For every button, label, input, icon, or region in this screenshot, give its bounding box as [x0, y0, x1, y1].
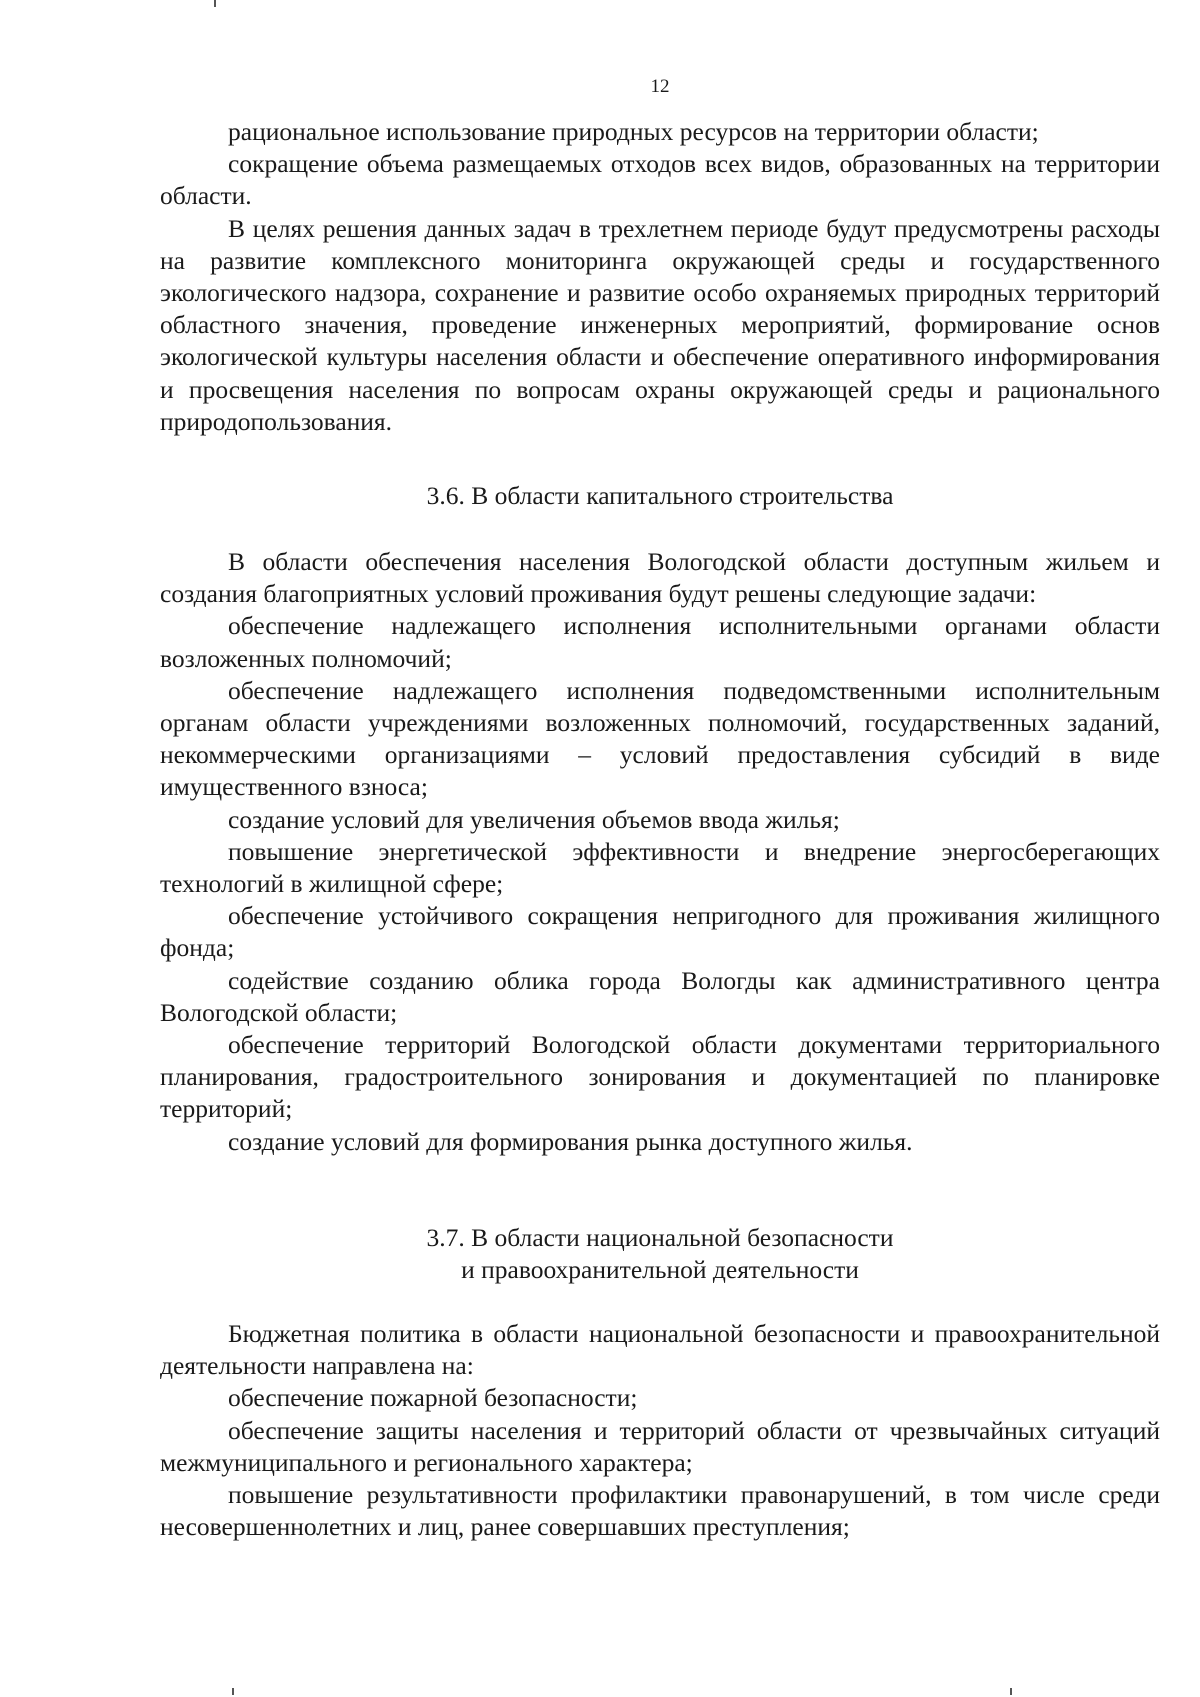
section-heading-3-7-wrapper — [160, 1222, 1160, 1286]
section-heading-3-6-wrapper — [160, 480, 1160, 512]
scan-mark-top — [214, 0, 216, 7]
paragraph: рациональное использование природных ресурсов на территории области; — [228, 117, 1039, 146]
list-item: повышение энергетической эффективности и внедрение энергосберегающих технологий в жилищной сфере; — [160, 836, 1160, 899]
section-heading-line-1: 3.7. В области национальной безопасности — [426, 1223, 894, 1252]
list-item: обеспечение пожарной безопасности; — [228, 1383, 638, 1413]
construction-section-body — [160, 546, 1160, 1158]
paragraph: В области обеспечения населения Вологодской области доступным жильем и создания благоприятных условий проживания будут решены следующие задачи: — [160, 547, 1160, 609]
list-item: обеспечение территорий Вологодской области документами территориального планирования, градостроительного зонирования и документацией по планировке территорий; — [160, 1030, 1160, 1124]
list-item: содействие созданию облика города Вологды как административного центра Вологодской области; — [160, 965, 1160, 1027]
section-heading-line-2: и правоохранительной деятельности — [461, 1255, 859, 1285]
list-item: обеспечение устойчивого сокращения непригодного для проживания жилищного фонда; — [160, 901, 1160, 963]
list-item: повышение результативности профилактики правонарушений, в том числе среди несовершеннолетних и лиц, ранее совершавших преступления; — [160, 1480, 1160, 1542]
list-item: создание условий для формирования рынка доступного жилья. — [228, 1126, 913, 1156]
paragraph: В целях решения данных задач в трехлетнем периоде будут предусмотрены расходы на развитие комплексного мониторинга окружающей среды и государственного экологического надзора, сохранение и развитие особо охраняемых природных территорий областного значения, проведение инженерных мероприятий, формирование основ экологической культуры населения области и обеспечение оперативного информирования и просвещения населения по вопросам охраны окружающей среды и рационального природопользования. — [160, 213, 1160, 436]
security-section-body — [160, 1318, 1160, 1543]
list-item: обеспечение надлежащего исполнения подведомственными исполнительным органам области учреждениями возложенных полномочий, государственных заданий, некоммерческими организациями – условий предоставления субсидий в виде имущественного взноса; — [160, 675, 1160, 802]
list-item: обеспечение защиты населения и территорий области от чрезвычайных ситуаций межмуниципального и регионального характера; — [160, 1415, 1160, 1477]
paragraph: Бюджетная политика в области национальной безопасности и правоохранительной деятельности направлена на: — [160, 1319, 1160, 1381]
paragraph: сокращение объема размещаемых отходов всех видов, образованных на территории области. — [160, 149, 1160, 211]
list-item: обеспечение надлежащего исполнения исполнительными органами области возложенных полномочий; — [160, 611, 1160, 673]
section-heading: 3.6. В области капитального строительства — [426, 481, 894, 510]
page-number: 12 — [650, 76, 670, 97]
scan-mark-bottom-left — [232, 1688, 234, 1695]
environment-section-body — [160, 116, 1160, 438]
list-item: создание условий для увеличения объемов ввода жилья; — [228, 804, 840, 834]
scan-mark-bottom-right — [1010, 1688, 1012, 1695]
